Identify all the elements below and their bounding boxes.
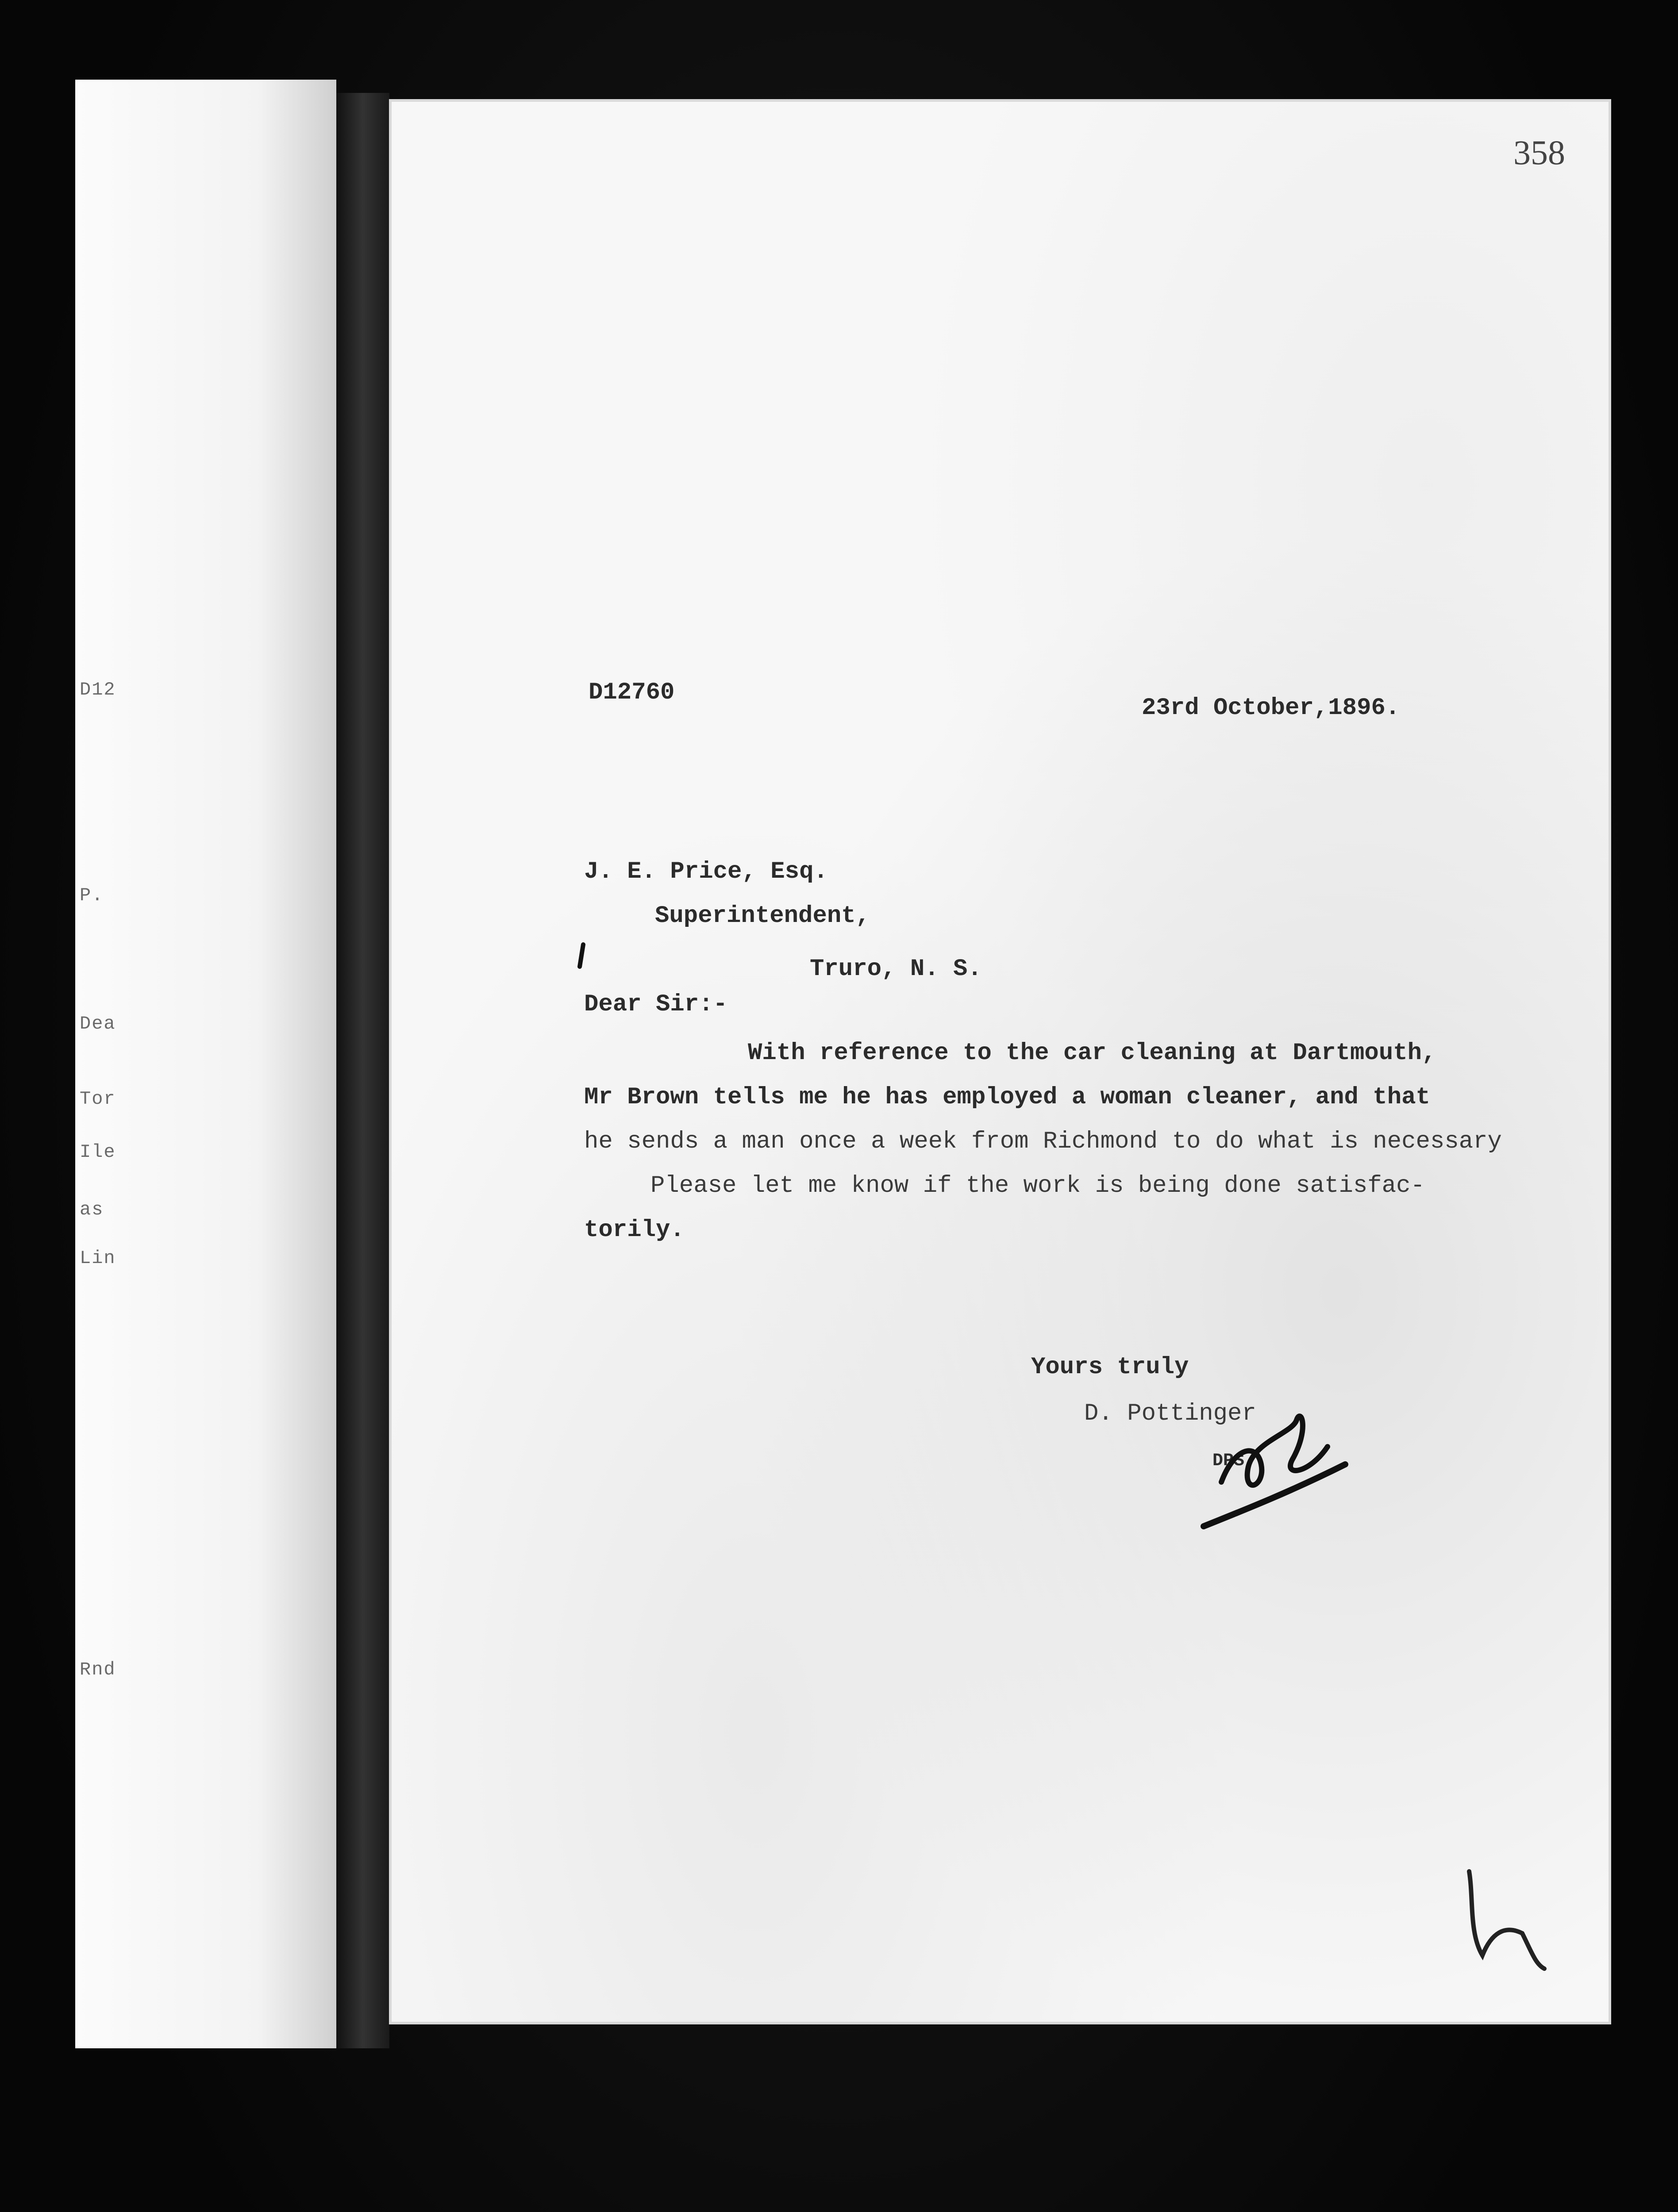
body-line: Please let me know if the work is being done satisfac- <box>650 1172 1425 1199</box>
letter-date: 23rd October,1896. <box>1142 695 1400 722</box>
left-fragment: Dea <box>80 1013 116 1034</box>
signature-name: D. Pottinger <box>1084 1400 1256 1427</box>
left-page <box>75 80 336 2048</box>
handwritten-signature-mark <box>1195 1394 1372 1540</box>
handwritten-page-mark <box>1456 1863 1562 1978</box>
handwritten-tick <box>575 942 589 969</box>
body-line: With reference to the car cleaning at Dartmouth, <box>748 1040 1436 1067</box>
file-number: D12760 <box>589 679 675 706</box>
recipient-title: Superintendent, <box>655 902 870 929</box>
recipient-name: J. E. Price, Esq. <box>584 858 828 885</box>
left-fragment: Lin <box>80 1248 116 1269</box>
salutation: Dear Sir:- <box>584 991 728 1018</box>
body-line: torily. <box>584 1217 685 1244</box>
book-gutter <box>336 93 389 2048</box>
body-line: Mr Brown tells me he has employed a woman cleaner, and that <box>584 1084 1430 1111</box>
left-fragment: P. <box>80 885 104 906</box>
initials: DPS <box>1212 1451 1245 1471</box>
closing: Yours truly <box>1031 1354 1189 1381</box>
left-fragment: as <box>80 1199 104 1220</box>
recipient-location: Truro, N. S. <box>810 956 982 983</box>
left-fragment: Rnd <box>80 1659 116 1680</box>
body-line: he sends a man once a week from Richmond to do what is necessary <box>584 1128 1502 1155</box>
left-fragment: Ile <box>80 1141 116 1163</box>
left-fragment: D12 <box>80 679 116 700</box>
page-number: 358 <box>1513 133 1565 172</box>
left-fragment: Tor <box>80 1088 116 1110</box>
